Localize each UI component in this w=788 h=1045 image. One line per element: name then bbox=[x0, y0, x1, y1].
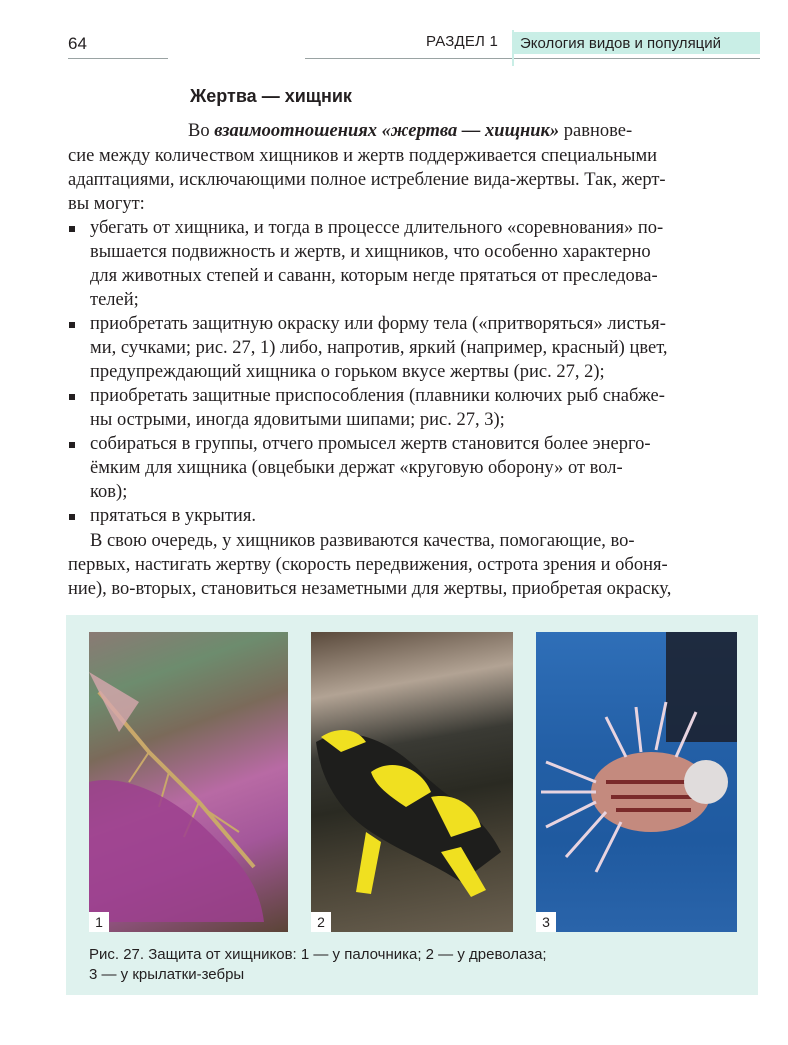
list-item-line: собираться в группы, отчего промысел жертв становится более энерго- bbox=[90, 434, 651, 454]
bullet-marker bbox=[69, 226, 75, 232]
section-label: РАЗДЕЛ 1 bbox=[426, 33, 499, 50]
poison-dart-frog-photo bbox=[311, 632, 513, 932]
subsection-heading: Жертва — хищник bbox=[190, 86, 352, 106]
photo-label-1: 1 bbox=[89, 912, 109, 932]
figure-caption-line: Рис. 27. Защита от хищников: 1 — у палочника; 2 — у древолаза; bbox=[89, 946, 547, 963]
bullet-marker bbox=[69, 394, 75, 400]
poison-dart-frog-illustration bbox=[311, 632, 513, 932]
list-item-line: приобретать защитные приспособления (плавники колючих рыб снабже- bbox=[90, 386, 665, 406]
section-title: Экология видов и популяций bbox=[520, 35, 722, 52]
paragraph-line: вы могут: bbox=[68, 194, 145, 214]
bullet-marker bbox=[69, 442, 75, 448]
list-item-line: прятаться в укрытия. bbox=[90, 506, 256, 526]
paragraph-line: адаптациями, исключающими полное истребление вида-жертвы. Так, жерт- bbox=[68, 170, 666, 190]
header-rule-left bbox=[68, 58, 168, 59]
list-item-line: для животных степей и саванн, которым негде прятаться от преследова- bbox=[90, 266, 658, 286]
list-item-line: ми, сучками; рис. 27, 1) либо, напротив, яркий (например, красный) цвет, bbox=[90, 338, 668, 358]
figure-caption-line: 3 — у крылатки-зебры bbox=[89, 966, 245, 983]
emphasis-term: взаимоотношениях «жертва — хищник» bbox=[214, 121, 560, 141]
lionfish-illustration bbox=[536, 632, 737, 932]
paragraph-line: Во взаимоотношениях «жертва — хищник» равнове- bbox=[188, 121, 633, 141]
paragraph-line: В свою очередь, у хищников развиваются качества, помогающие, во- bbox=[90, 531, 635, 551]
list-item-line: приобретать защитную окраску или форму тела («притворяться» листья- bbox=[90, 314, 666, 334]
bullet-marker bbox=[69, 322, 75, 328]
bullet-marker bbox=[69, 514, 75, 520]
page-number: 64 bbox=[68, 34, 87, 53]
stick-insect-illustration bbox=[89, 632, 288, 932]
list-item-line: вышается подвижность и жертв, и хищников, что особенно характерно bbox=[90, 242, 651, 262]
header-rule-right bbox=[305, 58, 760, 59]
list-item-line: убегать от хищника, и тогда в процессе длительного «соревнования» по- bbox=[90, 218, 664, 238]
list-item-line: ков); bbox=[90, 482, 128, 502]
lionfish-photo bbox=[536, 632, 737, 932]
list-item-line: ны острыми, иногда ядовитыми шипами; рис. 27, 3); bbox=[90, 410, 505, 430]
photo-label-3: 3 bbox=[536, 912, 556, 932]
paragraph-line: первых, настигать жертву (скорость передвижения, острота зрения и обоня- bbox=[68, 555, 668, 575]
paragraph-line: ние), во-вторых, становиться незаметными для жертвы, приобретая окраску, bbox=[68, 579, 672, 599]
list-item-line: предупреждающий хищника о горьком вкусе жертвы (рис. 27, 2); bbox=[90, 362, 605, 382]
list-item-line: ёмким для хищника (овцебыки держат «круговую оборону» от вол- bbox=[90, 458, 623, 478]
photo-label-2: 2 bbox=[311, 912, 331, 932]
paragraph-line: сие между количеством хищников и жертв поддерживается специальными bbox=[68, 146, 658, 166]
stick-insect-photo bbox=[89, 632, 288, 932]
list-item-line: телей; bbox=[90, 290, 139, 310]
